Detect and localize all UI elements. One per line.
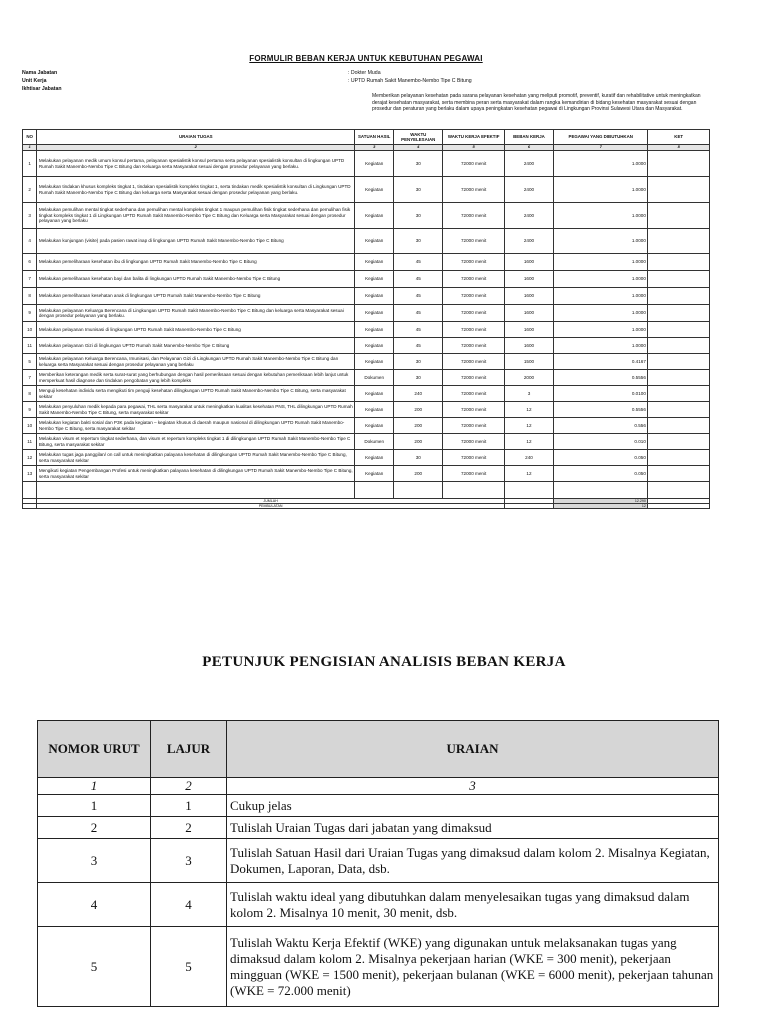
row-wke: 72000 menit [443, 177, 505, 203]
column-number: 2 [37, 145, 355, 151]
row-waktu: 30 [394, 177, 443, 203]
row-satuan: Kegiatan [355, 386, 394, 402]
row-beban: 2400 [504, 229, 553, 254]
row-satuan: Kegiatan [355, 305, 394, 322]
row-pegawai: 1.0000 [554, 151, 648, 177]
row-beban: 2400 [504, 151, 553, 177]
row-wke: 72000 menit [443, 434, 505, 450]
row-uraian: Melakukan pemulihan mental tingkat sederhana dan pemulihan mental kompleks tingkat 1 maupun pemulihan fisik tingkat sederhana dan pemulihan fisik tingkat kompleks tingkat 1 di Lingkungan UPTD Rumah Sakit Manembo-Nembo Tipe C Bitung dan Keluarga serta Masyarakat sesuai dengan prosedur pelayanan yang berlaku [37, 203, 355, 229]
row-satuan: Kegiatan [355, 203, 394, 229]
petunjuk-no: 5 [38, 927, 151, 1007]
ikhtisar-text: Memberikan pelayanan kesehatan pada sarana pelayanan kesehatan yang meliputi promotif, preventif, kuratif dan rehabilitative untuk meningkatkan derajat kesehatan masyarakat, serta membina peran serta masyarakat dalam rangka kemandirian di bidang kesehatan masyarakat sesuai dengan prosedur dan peraturan yang berlaku dalam upaya peningkatan kesehatan pegawai di Lingkungan Provinsi Sulawesi Utara dan Masyarakat. [372, 93, 701, 112]
row-pegawai: 0.010 [554, 434, 648, 450]
row-pegawai: 1.0000 [554, 288, 648, 305]
row-waktu: 45 [394, 288, 443, 305]
row-ket [648, 271, 710, 288]
header-no: NO [23, 130, 37, 145]
row-no: 7 [23, 370, 37, 386]
row-no: 11 [23, 434, 37, 450]
row-pegawai: 0.4167 [554, 354, 648, 370]
row-ket [648, 338, 710, 354]
row-ket [648, 288, 710, 305]
row-no: 7 [23, 271, 37, 288]
header-waktu-kerja-efektif: WAKTU KERJA EFEKTIF [443, 130, 505, 145]
table-row [23, 288, 710, 305]
row-pegawai: 1.0000 [554, 322, 648, 338]
petunjuk-no: 1 [38, 795, 151, 817]
table-row [23, 450, 710, 466]
row-beban: 2000 [504, 370, 553, 386]
row-uraian: Melakukan pelayanan Keluarga Berencana, Imunisasi, dan Pelayanan Gizi di Lingkungan UPTD Rumah Sakit Manembo-Nembo Tipe C Bitung dan keluarga serta Masyarakat sesuai dengan prosedur pelayanan yang berlaku [37, 354, 355, 370]
row-waktu: 30 [394, 151, 443, 177]
row-pegawai: 1.0000 [554, 338, 648, 354]
column-number: 1 [23, 145, 37, 151]
petunjuk-lajur: 1 [151, 795, 227, 817]
table-row [23, 229, 710, 254]
row-uraian: Memberikan keterangan medik serta surat-surat yang berhubungan dengan hasil pemeriksaan sesuai dengan kebutuhan pemeriksaan lebih lanjut untuk memperkuat hasil diagnose dan tindakan pengobatan yang lebih kompleks [37, 370, 355, 386]
column-number: 8 [648, 145, 710, 151]
row-beban: 1600 [504, 271, 553, 288]
row-satuan: Kegiatan [355, 354, 394, 370]
row-wke: 72000 menit [443, 338, 505, 354]
petunjuk-table [37, 720, 719, 1007]
row-wke: 72000 menit [443, 203, 505, 229]
petunjuk-uraian: Tulislah waktu ideal yang dibutuhkan dalam menyelesaikan tugas yang dimaksud dalam kolom 2. Misalnya 10 menit, 30 menit, dsb. [227, 883, 719, 927]
table-row [23, 386, 710, 402]
row-beban: 1500 [504, 354, 553, 370]
row-pegawai: 0.050 [554, 466, 648, 482]
row-uraian: Menguji kesehatan individu serta mengikuti tim penguji kesehatan dilingkungan UPTD Rumah Sakit Manembo-Nembo Tipe C Bitung, serta masyarakat sekitar [37, 386, 355, 402]
row-ket [648, 322, 710, 338]
row-waktu: 45 [394, 305, 443, 322]
petunjuk-uraian: Tulislah Uraian Tugas dari jabatan yang dimaksud [227, 817, 719, 839]
row-wke: 72000 menit [443, 354, 505, 370]
field-label-ikhtisar: Ikhtisar Jabatan [22, 86, 62, 92]
petunjuk-uraian: Tulislah Waktu Kerja Efektif (WKE) yang digunakan untuk melaksanakan tugas yang dimaksud dalam kolom 2. Misalnya pekerjaan harian (WKE = 300 menit), pekerjaan mingguan (WKE = 1500 menit), pekerjaan bulanan (WKE = 6000 menit), pekerjaan tahunan (WKE = 72.000 menit) [227, 927, 719, 1007]
header-uraian-tugas: URAIAN TUGAS [37, 130, 355, 145]
list-item [38, 817, 719, 839]
row-beban: 1600 [504, 322, 553, 338]
pembulatan-value: 12 [554, 504, 648, 509]
jumlah-label: JUMLAH [37, 499, 505, 504]
row-ket [648, 305, 710, 322]
row-waktu: 30 [394, 450, 443, 466]
row-uraian: Melakukan tugas jaga panggilan/ on call untuk meningkatkan palayana kesehatan di dilingkungan UPTD Rumah Sakit Manembo-Nembo Tipe C Bitung, serta masyarakat sekitar [37, 450, 355, 466]
petunjuk-lajur: 3 [151, 839, 227, 883]
row-uraian: Melakukan pemeliharaan kesehatan ibu di lingkungan UPTD Rumah Sakit Manembo-Nembo Tipe C Bitung [37, 254, 355, 271]
row-satuan: Kegiatan [355, 229, 394, 254]
row-wke: 72000 menit [443, 402, 505, 418]
row-pegawai: 0.050 [554, 450, 648, 466]
row-uraian: Melakukan penyuluhan medik kepada para pegawai, THL serta masyarakat untuk meningkatkan kualitas kesehatan PNS, THL dilingkungan UPTD Rumah Sakit Manembo-Nembo Tipe C Bitung, serta masyarakat sekitar [37, 402, 355, 418]
row-wke: 72000 menit [443, 450, 505, 466]
column-number: 6 [504, 145, 553, 151]
table-row [23, 305, 710, 322]
row-waktu: 45 [394, 271, 443, 288]
row-beban: 3 [504, 386, 553, 402]
row-pegawai: 1.0000 [554, 177, 648, 203]
row-pegawai: 0.0100 [554, 386, 648, 402]
row-ket [648, 354, 710, 370]
petunjuk-title: PETUNJUK PENGISIAN ANALISIS BEBAN KERJA [202, 654, 566, 670]
row-wke: 72000 menit [443, 386, 505, 402]
row-waktu: 200 [394, 466, 443, 482]
row-ket [648, 450, 710, 466]
row-pegawai: 1.0000 [554, 271, 648, 288]
row-ket [648, 466, 710, 482]
row-waktu: 30 [394, 370, 443, 386]
petunjuk-lajur: 2 [151, 817, 227, 839]
table-row [23, 418, 710, 434]
row-ket [648, 418, 710, 434]
row-beban: 2400 [504, 177, 553, 203]
row-no: 9 [23, 402, 37, 418]
row-pegawai: 1.0000 [554, 203, 648, 229]
row-beban: 12 [504, 402, 553, 418]
row-satuan: Kegiatan [355, 418, 394, 434]
row-ket [648, 370, 710, 386]
row-uraian: Melakukan pelayanan medik umum konsul pertama, pelayanan spesialistik konsul pertama serta pelayanan spesialistik konsultan di lingkungan UPTD Rumah Sakit Manembo-Nembo Tipe C Bitung dan Keluarga serta Masyarakat sesuai dengan prosedur pelayanan yang berlaku. [37, 151, 355, 177]
row-no: 6 [23, 254, 37, 271]
petunjuk-no: 2 [38, 817, 151, 839]
row-waktu: 200 [394, 434, 443, 450]
row-uraian: Melakukan kunjungan (visite) pada pasien rawat inap di lingkungan UPTD Rumah Sakit Manembo-Nembo Tipe C Bitung [37, 229, 355, 254]
row-wke: 72000 menit [443, 151, 505, 177]
header-beban-kerja: BEBAN KERJA [504, 130, 553, 145]
row-ket [648, 434, 710, 450]
row-beban: 12 [504, 434, 553, 450]
form-title: FORMULIR BEBAN KERJA UNTUK KEBUTUHAN PEGAWAI [249, 54, 483, 63]
field-value-nama-jabatan: : Dokter Muda [348, 70, 381, 76]
row-wke: 72000 menit [443, 229, 505, 254]
row-ket [648, 203, 710, 229]
petunjuk-no: 3 [38, 839, 151, 883]
row-beban: 12 [504, 418, 553, 434]
column-number: 3 [355, 145, 394, 151]
row-satuan: Kegiatan [355, 338, 394, 354]
row-wke: 72000 menit [443, 418, 505, 434]
row-pegawai: 0.556 [554, 418, 648, 434]
header-ket: KET [648, 130, 710, 145]
row-waktu: 45 [394, 338, 443, 354]
row-wke: 72000 menit [443, 466, 505, 482]
header-waktu-penyelesaian: WAKTU PENYELESAIAN [394, 130, 443, 145]
table-row [23, 271, 710, 288]
petunjuk-uraian: Cukup jelas [227, 795, 719, 817]
field-value-unit-kerja: : UPTD Rumah Sakit Manembo-Nembo Tipe C Bitung [348, 78, 472, 84]
row-wke: 72000 menit [443, 305, 505, 322]
row-uraian: Melakukan kegiatan bakti sosial dan P3K pada kegiatan – kegiatan khusus di daerah maupun nasional di dilingkungan UPTD Rumah Sakit Manembo-Nembo Tipe C Bitung, serta masyarakat sekitar [37, 418, 355, 434]
row-beban: 1600 [504, 338, 553, 354]
table-row [23, 338, 710, 354]
row-no: 11 [23, 338, 37, 354]
row-ket [648, 386, 710, 402]
row-no: 10 [23, 322, 37, 338]
table-row [23, 151, 710, 177]
column-number: 2 [151, 778, 227, 795]
list-item [38, 883, 719, 927]
column-number: 5 [443, 145, 505, 151]
petunjuk-lajur: 5 [151, 927, 227, 1007]
row-wke: 72000 menit [443, 254, 505, 271]
row-no: 8 [23, 288, 37, 305]
row-waktu: 30 [394, 229, 443, 254]
row-no: 12 [23, 450, 37, 466]
row-uraian: Melakukan pelayanan Keluarga Berencana di Lingkungan UPTD Rumah Sakit Manembo-Nembo Tipe C Bitung dan keluarga serta Masyarakat sesuai dengan prosedur pelayanan yang berlaku. [37, 305, 355, 322]
row-ket [648, 177, 710, 203]
row-uraian: Melakukan visum et repertum tingkat sederhana, dan visum et repertum kompleks tingkat 1 di dilingkungan UPTD Rumah Sakit Manembo-Nembo Tipe C Bitung, serta masyarakat sekitar [37, 434, 355, 450]
row-wke: 72000 menit [443, 322, 505, 338]
row-ket [648, 229, 710, 254]
header-satuan-hasil: SATUAN HASIL [355, 130, 394, 145]
table-row [23, 354, 710, 370]
row-ket [648, 254, 710, 271]
row-satuan: Kegiatan [355, 254, 394, 271]
header-lajur: LAJUR [151, 721, 227, 778]
row-beban: 1600 [504, 288, 553, 305]
column-number: 7 [554, 145, 648, 151]
row-wke: 72000 menit [443, 288, 505, 305]
row-waktu: 200 [394, 402, 443, 418]
row-beban: 1600 [504, 254, 553, 271]
row-no: 3 [23, 203, 37, 229]
row-waktu: 45 [394, 254, 443, 271]
list-item [38, 839, 719, 883]
list-item [38, 795, 719, 817]
column-number: 3 [227, 778, 719, 795]
row-satuan: Kegiatan [355, 322, 394, 338]
row-no: 1 [23, 151, 37, 177]
table-row [23, 466, 710, 482]
row-beban: 12 [504, 466, 553, 482]
row-uraian: Melakukan pemeliharaan kesehatan bayi dan balita di lingkungan UPTD Rumah Sakit Manembo-Nembo Tipe C Bitung [37, 271, 355, 288]
table-row [23, 203, 710, 229]
row-waktu: 45 [394, 322, 443, 338]
row-uraian: Mengikuti kegiatan Pengembangan Profesi untuk meningkatkan palayana kesehatan di dilingkungan UPTD Rumah Sakit Manembo-Nembo Tipe C Bitung, serta masyarakat sekitar [37, 466, 355, 482]
row-no: 4 [23, 229, 37, 254]
row-waktu: 30 [394, 203, 443, 229]
row-satuan: Kegiatan [355, 151, 394, 177]
row-satuan: Kegiatan [355, 288, 394, 305]
row-waktu: 240 [394, 386, 443, 402]
header-uraian: URAIAN [227, 721, 719, 778]
row-uraian: Melakukan pelayanan Gizi di lingkungan UPTD Rumah Sakit Manembo-Nembo Tipe C Bitung [37, 338, 355, 354]
table-row [23, 434, 710, 450]
list-item [38, 927, 719, 1007]
row-satuan: Kegiatan [355, 402, 394, 418]
row-satuan: Kegiatan [355, 177, 394, 203]
row-pegawai: 0.5556 [554, 370, 648, 386]
row-uraian: Melakukan pelayanan Imunisasi di lingkungan UPTD Rumah Sakit Manembo-Nembo Tipe C Bitung [37, 322, 355, 338]
row-uraian: Melakukan tindakan khusus kompleks tingkat 1, tindakan spesialistik kompleks tingkat 1, serta tindakan medik spesialistik konsultan di Lingkungan UPTD Rumah Sakit Manembo-Nembo Tipe C Bitung dan keluarga serta Masyarakat sesuai dengan prosedur pelayanan yang berlaku. [37, 177, 355, 203]
row-pegawai: 1.0000 [554, 305, 648, 322]
row-wke: 72000 menit [443, 370, 505, 386]
row-no: 13 [23, 466, 37, 482]
row-uraian: Melakukan pemeliharaan kesehatan anak di lingkungan UPTD Rumah Sakit Manembo-Nembo Tipe C Bitung [37, 288, 355, 305]
table-row [23, 254, 710, 271]
workload-table [22, 129, 710, 509]
jumlah-value: 12.290 [554, 499, 648, 504]
row-waktu: 30 [394, 354, 443, 370]
petunjuk-no: 4 [38, 883, 151, 927]
table-row [23, 322, 710, 338]
row-satuan: Kegiatan [355, 466, 394, 482]
row-no: 10 [23, 418, 37, 434]
field-label-unit-kerja: Unit Kerja [22, 78, 47, 84]
row-beban: 1600 [504, 305, 553, 322]
row-pegawai: 0.5556 [554, 402, 648, 418]
row-ket [648, 151, 710, 177]
row-beban: 240 [504, 450, 553, 466]
pembulatan-label: PEMBULATAN [37, 504, 505, 509]
row-pegawai: 1.0000 [554, 229, 648, 254]
row-no: 2 [23, 177, 37, 203]
row-waktu: 200 [394, 418, 443, 434]
header-pegawai-dibutuhkan: PEGAWAI YANG DIBUTUHKAN [554, 130, 648, 145]
table-row [23, 177, 710, 203]
field-label-nama-jabatan: Nama Jabatan [22, 70, 58, 76]
petunjuk-lajur: 4 [151, 883, 227, 927]
row-beban: 2400 [504, 203, 553, 229]
row-wke: 72000 menit [443, 271, 505, 288]
table-row [23, 402, 710, 418]
column-number: 1 [38, 778, 151, 795]
row-ket [648, 402, 710, 418]
row-no: 5 [23, 354, 37, 370]
row-satuan: Dokumen [355, 434, 394, 450]
header-nomor-urut: NOMOR URUT [38, 721, 151, 778]
column-number: 4 [394, 145, 443, 151]
row-pegawai: 1.0000 [554, 254, 648, 271]
row-no: 9 [23, 305, 37, 322]
petunjuk-uraian: Tulislah Satuan Hasil dari Uraian Tugas yang dimaksud dalam kolom 2. Misalnya Kegiatan, Dokumen, Laporan, Data, dsb. [227, 839, 719, 883]
row-satuan: Kegiatan [355, 450, 394, 466]
row-no: 8 [23, 386, 37, 402]
row-satuan: Kegiatan [355, 271, 394, 288]
row-satuan: Dokumen [355, 370, 394, 386]
table-row [23, 370, 710, 386]
